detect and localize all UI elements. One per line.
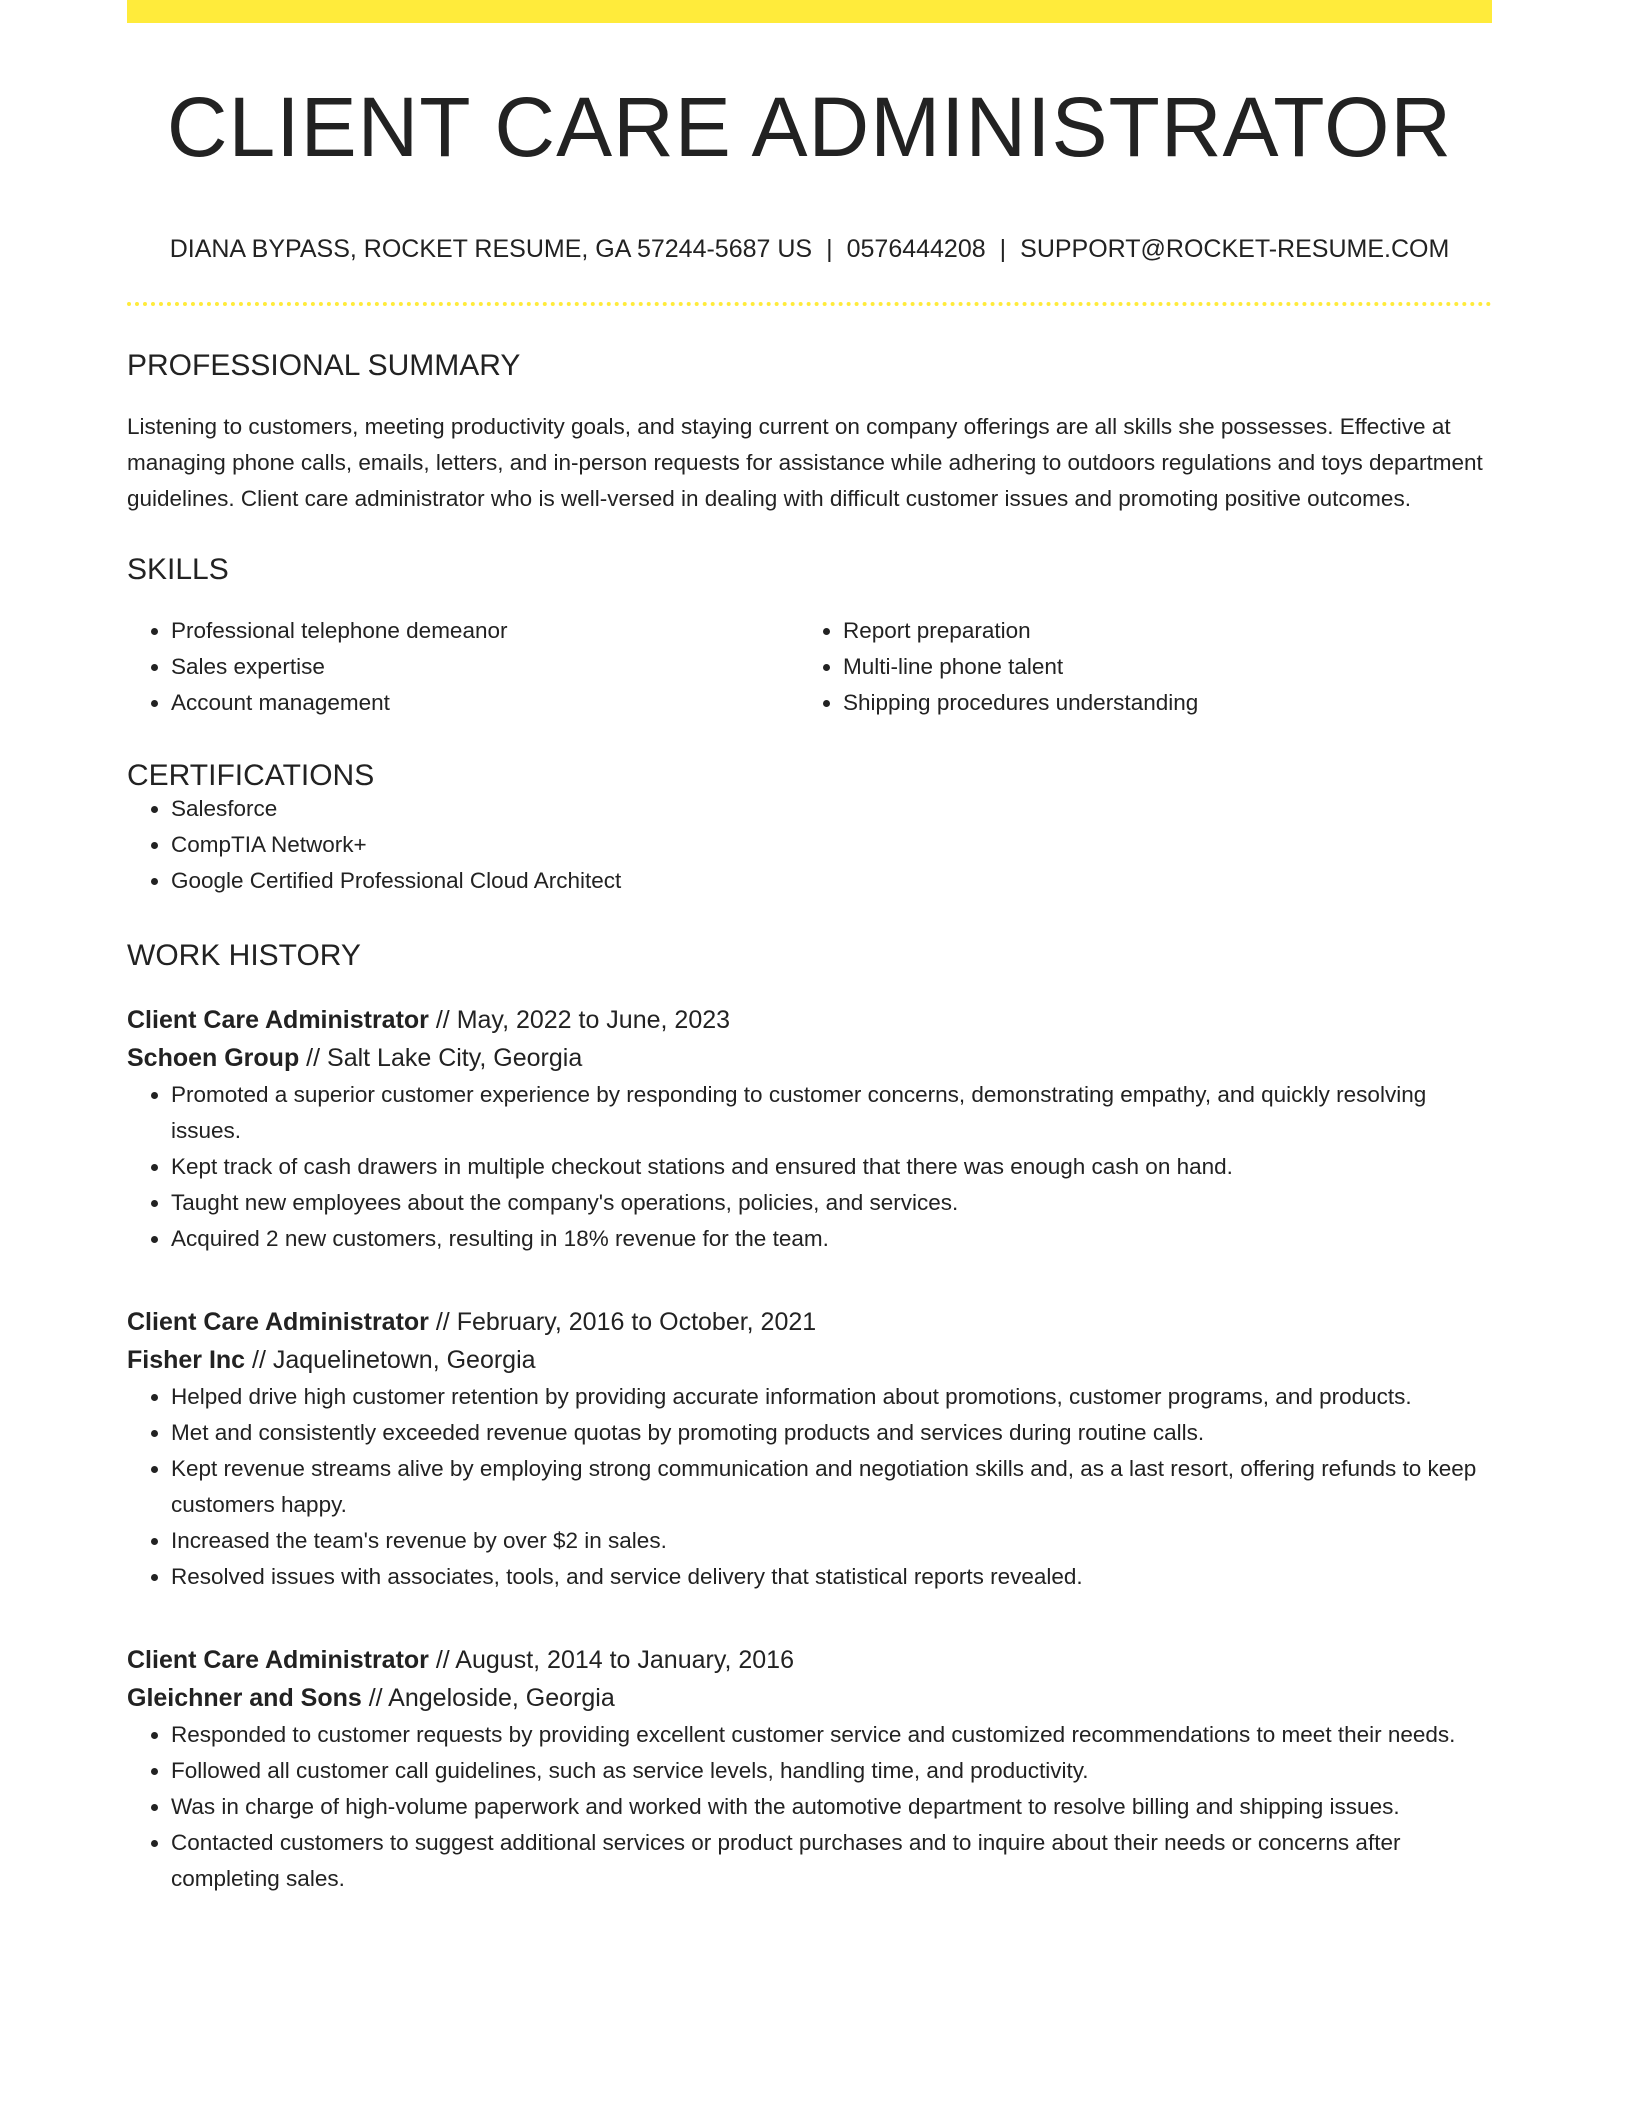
job-entry [127, 1001, 1492, 1257]
certification-item: • CompTIA Network+ [171, 827, 1492, 863]
job-bullet: • Kept track of cash drawers in multiple checkout stations and ensured that there was enough cash on hand. [171, 1149, 1492, 1185]
job-bullet: • Contacted customers to suggest additional services or product purchases and to inquire about their needs or concerns after completing sales. [171, 1825, 1492, 1897]
job-bullet: • Increased the team's revenue by over $2 in sales. [171, 1523, 1492, 1559]
job-location: // Salt Lake City, Georgia [299, 1044, 583, 1072]
skill-item: • Report preparation [843, 613, 1471, 649]
job-bullet: • Responded to customer requests by providing excellent customer service and customized recommendations to meet their needs. [171, 1717, 1492, 1753]
job-role-line [127, 1001, 1492, 1039]
certifications-list [127, 791, 1492, 899]
job-role: Client Care Administrator [127, 1006, 429, 1034]
certification-item: • Google Certified Professional Cloud Architect [171, 863, 1492, 899]
resume-title: CLIENT CARE ADMINISTRATOR [166, 80, 1453, 174]
skill-item: • Shipping procedures understanding [843, 685, 1471, 721]
resume-page [127, 0, 1492, 1897]
summary-text: Listening to customers, meeting productivity goals, and staying current on company offerings are all skills she possesses. Effective at managing phone calls, emails, letters, and in-person requests for assistance while adhering to outdoors regulations and toys department guidelines. Client care administrator who is well-versed in dealing with difficult customer issues and promoting positive outcomes. [127, 414, 1483, 511]
skills-list-left [127, 613, 799, 721]
skill-item: • Professional telephone demeanor [171, 613, 799, 649]
accent-top-bar [127, 0, 1492, 23]
job-company-line [127, 1679, 1492, 1717]
job-entry [127, 1641, 1492, 1897]
job-company: Fisher Inc [127, 1346, 246, 1374]
job-bullets [127, 1717, 1492, 1897]
contact-line [127, 237, 1492, 262]
job-role-line [127, 1303, 1492, 1341]
job-dates: // May, 2022 to June, 2023 [428, 1006, 731, 1034]
job-company: Schoen Group [127, 1044, 300, 1072]
job-dates: // February, 2016 to October, 2021 [428, 1308, 817, 1336]
skills-grid [127, 613, 1492, 721]
job-bullet: • Taught new employees about the company's operations, policies, and services. [171, 1185, 1492, 1221]
skill-item: • Account management [171, 685, 799, 721]
contact-separator: | [826, 235, 833, 263]
job-role: Client Care Administrator [127, 1308, 429, 1336]
job-bullet: • Followed all customer call guidelines, such as service levels, handling time, and productivity. [171, 1753, 1492, 1789]
contact-phone: 0576444208 [846, 235, 986, 263]
job-entry [127, 1303, 1492, 1595]
job-role-line [127, 1641, 1492, 1679]
job-bullet: • Promoted a superior customer experience by responding to customer concerns, demonstrating empathy, and quickly resolving issues. [171, 1077, 1492, 1149]
skill-item: • Multi-line phone talent [843, 649, 1471, 685]
job-company-line [127, 1341, 1492, 1379]
job-company: Gleichner and Sons [127, 1684, 362, 1712]
contact-separator: | [999, 235, 1007, 263]
skill-item: • Sales expertise [171, 649, 799, 685]
job-location: // Angeloside, Georgia [361, 1684, 615, 1712]
job-company-line [127, 1039, 1492, 1077]
job-location: // Jaquelinetown, Georgia [245, 1346, 536, 1374]
certification-item: • Salesforce [171, 791, 1492, 827]
job-role: Client Care Administrator [127, 1646, 429, 1674]
skills-heading: SKILLS [127, 553, 229, 586]
certifications-heading: CERTIFICATIONS [127, 759, 375, 792]
contact-email: SUPPORT@ROCKET-RESUME.COM [1020, 235, 1450, 263]
contact-address: DIANA BYPASS, ROCKET RESUME, GA 57244-5687 US [169, 235, 813, 263]
job-bullet: • Kept revenue streams alive by employing strong communication and negotiation skills and, as a last resort, offering refunds to keep customers happy. [171, 1451, 1492, 1523]
job-dates: // August, 2014 to January, 2016 [428, 1646, 794, 1674]
work-history-heading: WORK HISTORY [127, 939, 361, 972]
summary-heading: PROFESSIONAL SUMMARY [127, 349, 521, 382]
job-bullet: • Acquired 2 new customers, resulting in 18% revenue for the team. [171, 1221, 1492, 1257]
dotted-divider [127, 302, 1492, 306]
job-bullet: • Resolved issues with associates, tools, and service delivery that statistical reports revealed. [171, 1559, 1492, 1595]
job-bullets [127, 1077, 1492, 1257]
job-bullet: • Was in charge of high-volume paperwork and worked with the automotive department to resolve billing and shipping issues. [171, 1789, 1492, 1825]
skills-list-right [799, 613, 1471, 721]
job-bullet: • Helped drive high customer retention by providing accurate information about promotions, customer programs, and products. [171, 1379, 1492, 1415]
job-bullets [127, 1379, 1492, 1595]
job-bullet: • Met and consistently exceeded revenue quotas by promoting products and services during routine calls. [171, 1415, 1492, 1451]
